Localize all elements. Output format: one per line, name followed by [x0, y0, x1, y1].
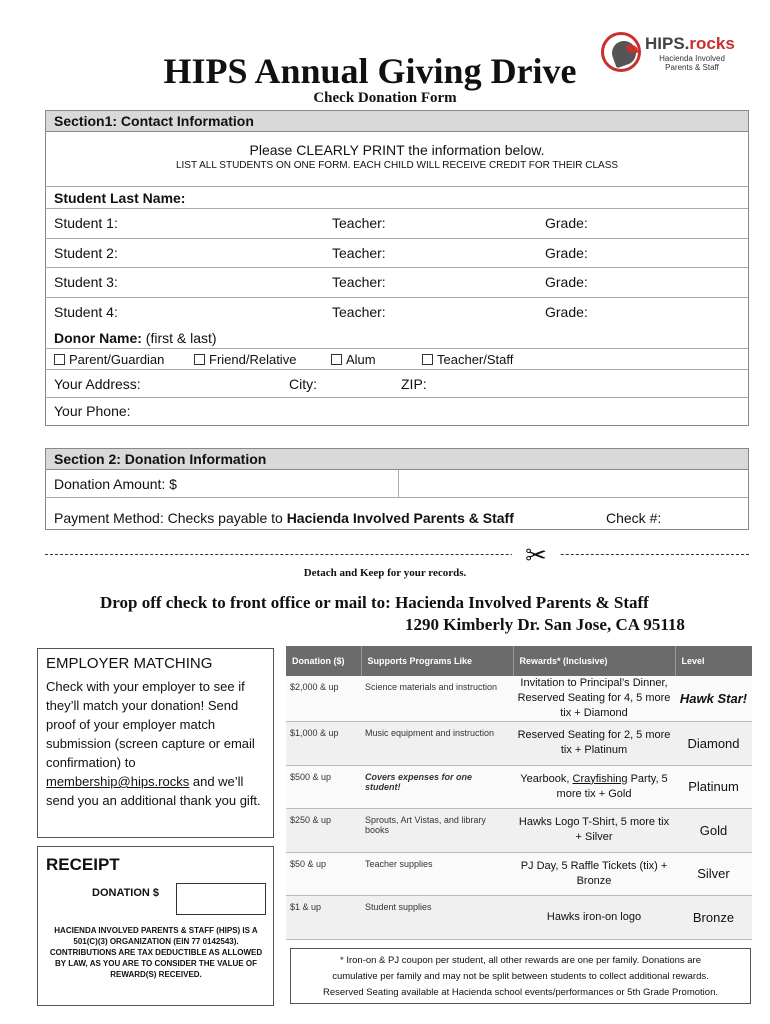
student-label: Student 4:	[54, 303, 118, 320]
employer-matching-text: Check with your employer to see if they’ll match your donation! Send proof of your employer match submission (screen capture or email confirmation) to membership@hips.rocks and we’ll send you an additional thank you gift.	[46, 679, 261, 808]
teacher-label: Teacher:	[332, 274, 386, 290]
logo-tagline: Hacienda Involved Parents & Staff	[659, 54, 725, 72]
donation-amount-cell: $500 & up	[286, 765, 361, 809]
student-label: Student 3:	[54, 274, 118, 290]
header-rewards: Rewards* (Inclusive)	[513, 646, 675, 676]
rewards-row	[286, 722, 752, 766]
donation-amount-cell: $250 & up	[286, 809, 361, 853]
teacher-label: Teacher:	[332, 215, 386, 231]
rewards-row	[286, 676, 752, 722]
header-donation: Donation ($)	[286, 646, 361, 676]
student-label: Student 1:	[54, 215, 118, 231]
section-donation-info	[45, 448, 749, 530]
receipt-donation-field[interactable]	[176, 883, 266, 915]
payment-method-row[interactable]	[46, 498, 748, 529]
relation-parent-checkbox[interactable]: Parent/Guardian	[54, 352, 164, 367]
detach-line	[45, 554, 749, 555]
phone-label: Your Phone:	[54, 403, 131, 419]
level-cell: Silver	[675, 852, 752, 896]
address-row[interactable]	[46, 370, 748, 398]
donation-amount-cell: $1 & up	[286, 896, 361, 940]
student-row[interactable]	[46, 298, 748, 328]
section-contact-info	[45, 110, 749, 426]
program-cell: Teacher supplies	[361, 852, 513, 896]
section1-heading: Section1: Contact Information	[46, 111, 748, 132]
scissors-icon: ✂	[512, 543, 560, 569]
teacher-label: Teacher:	[332, 244, 386, 261]
relation-friend-checkbox[interactable]: Friend/Relative	[194, 352, 296, 367]
student-last-name-row[interactable]	[46, 187, 748, 209]
instruction-small-text: LIST ALL STUDENTS ON ONE FORM. EACH CHILD WILL RECEIVE CREDIT FOR THEIR CLASS	[175, 160, 619, 171]
rewards-footnote: * Iron-on & PJ coupon per student, all other rewards are one per family. Donations are cumulative per family and may not be split between students to collect additional rewards. Reserved Seating available at Hacienda school events/performances or 5th Grade Promotion.	[290, 948, 751, 1004]
student-last-name-label: Student Last Name:	[54, 190, 186, 206]
header-level: Level	[675, 646, 752, 676]
detach-text: Detach and Keep for your records.	[303, 567, 467, 579]
reward-cell: Hawks Logo T-Shirt, 5 more tix + Silver	[513, 809, 675, 853]
form-title: HIPS Annual Giving Drive	[163, 51, 577, 91]
hawk-logo-icon	[601, 32, 641, 72]
logo-name: HIPS.rocks	[645, 34, 735, 53]
reward-cell: Reserved Seating for 2, 5 more tix + Platinum	[513, 722, 675, 766]
form-subtitle: Check Donation Form	[313, 90, 457, 106]
mailing-address: 1290 Kimberly Dr. San Jose, CA 95118	[405, 615, 685, 634]
student-row[interactable]	[46, 209, 748, 239]
reward-cell: Yearbook, Crayfishing Party, 5 more tix + Gold	[513, 765, 675, 809]
rewards-row	[286, 809, 752, 853]
donation-amount-label: Donation Amount: $	[54, 476, 177, 492]
phone-row[interactable]	[46, 398, 748, 425]
receipt-heading: RECEIPT	[46, 855, 120, 874]
level-cell: Diamond	[675, 722, 752, 766]
address-label: Your Address:	[54, 376, 141, 392]
donation-amount-cell: $50 & up	[286, 852, 361, 896]
reward-cell: Invitation to Principal’s Dinner, Reserved Seating for 4, 5 more tix + Diamond	[513, 676, 675, 722]
header-programs: Supports Programs Like	[361, 646, 513, 676]
check-number-label: Check #:	[606, 510, 662, 526]
program-cell: Sprouts, Art Vistas, and library books	[361, 809, 513, 853]
city-label: City:	[289, 376, 317, 392]
employer-matching-box	[37, 648, 274, 838]
program-cell: Music equipment and instruction	[361, 722, 513, 766]
donor-name-row[interactable]	[46, 327, 748, 349]
student-label: Student 2:	[54, 244, 118, 261]
section2-heading: Section 2: Donation Information	[46, 449, 748, 470]
instruction-text: Please CLEARLY PRINT the information below.	[249, 142, 545, 158]
rewards-row	[286, 765, 752, 809]
level-cell: Hawk Star!	[675, 676, 752, 722]
rewards-table-header	[286, 646, 752, 676]
zip-label: ZIP:	[401, 376, 427, 392]
donor-name-label: Donor Name: (first & last)	[54, 330, 217, 346]
grade-label: Grade:	[545, 215, 588, 231]
relation-alum-checkbox[interactable]: Alum	[331, 352, 376, 367]
grade-label: Grade:	[545, 244, 588, 261]
hips-logo	[601, 32, 736, 78]
teacher-label: Teacher:	[332, 303, 386, 320]
rewards-row	[286, 896, 752, 940]
rewards-row	[286, 852, 752, 896]
relation-teacher-checkbox[interactable]: Teacher/Staff	[422, 352, 513, 367]
membership-email-link[interactable]: membership@hips.rocks	[46, 774, 190, 789]
reward-cell: PJ Day, 5 Raffle Tickets (tix) + Bronze	[513, 852, 675, 896]
level-cell: Gold	[675, 809, 752, 853]
receipt-box	[37, 846, 274, 1006]
donor-relation-row	[46, 349, 748, 370]
tax-deductible-note: HACIENDA INVOLVED PARENTS & STAFF (HIPS) IS A 501(C)(3) ORGANIZATION (EIN 77 0142543). CONTRIBUTIONS ARE TAX DEDUCTIBLE AS ALLOWED BY LAW, AS YOU ARE TO CONSIDER THE VALUE OF REWARD(S) RECEIVED.	[49, 926, 263, 979]
grade-label: Grade:	[545, 274, 588, 290]
dropoff-instructions: Drop off check to front office or mail to: Hacienda Involved Parents & Staff	[100, 593, 649, 612]
level-cell: Bronze	[675, 896, 752, 940]
student-row[interactable]	[46, 268, 748, 298]
receipt-donation-label: DONATION $	[92, 887, 160, 899]
donation-amount-cell: $1,000 & up	[286, 722, 361, 766]
donation-amount-cell: $2,000 & up	[286, 676, 361, 722]
reward-cell: Hawks iron-on logo	[513, 896, 675, 940]
rewards-table	[286, 646, 752, 940]
donation-amount-row[interactable]	[46, 470, 748, 498]
level-cell: Platinum	[675, 765, 752, 809]
instruction-block	[46, 132, 748, 187]
program-cell: Covers expenses for one student!	[361, 765, 513, 809]
payment-method-label: Payment Method: Checks payable to Hacienda Involved Parents & Staff	[54, 510, 514, 526]
program-cell: Science materials and instruction	[361, 676, 513, 722]
employer-matching-heading: EMPLOYER MATCHING	[46, 655, 213, 672]
student-row[interactable]	[46, 239, 748, 269]
program-cell: Student supplies	[361, 896, 513, 940]
grade-label: Grade:	[545, 303, 588, 320]
